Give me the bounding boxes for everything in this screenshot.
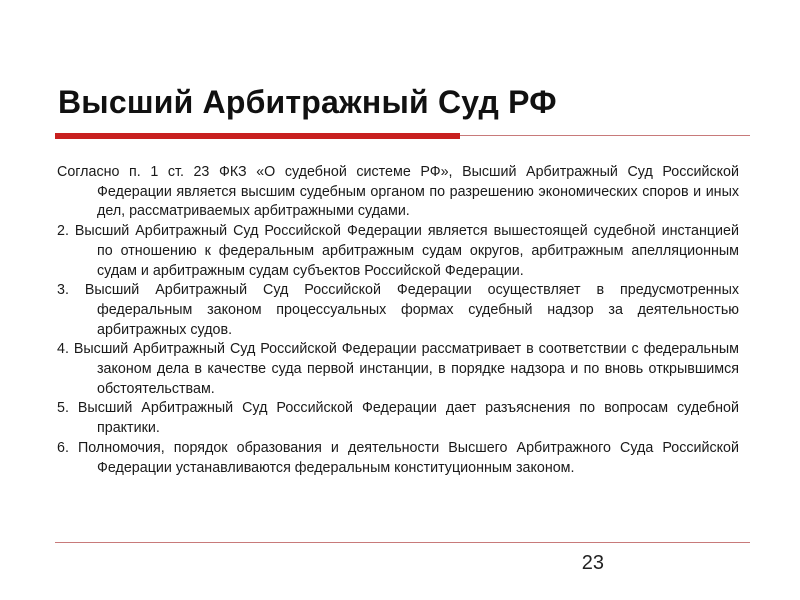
- slide-title: Высший Арбитражный Суд РФ: [58, 84, 557, 120]
- page-number: 23: [581, 552, 604, 574]
- paragraph-3: 3. Высший Арбитражный Суд Российской Федерации осуществляет в предусмотренных федеральным законом процессуальных формах судебный надзор за деятельностью арбитражных судов.: [57, 282, 739, 338]
- paragraph-2: 2. Высший Арбитражный Суд Российской Федерации является вышестоящей судебной инстанцией по отношению к федеральным арбитражным судам округов, арбитражным апелляционным судам и арбитражным судам субъектов Российской Федерации.: [57, 223, 739, 279]
- paragraph-6: 6. Полномочия, порядок образования и деятельности Высшего Арбитражного Суда Российской Федерации устанавливаются федеральным конституционным законом.: [57, 439, 739, 476]
- paragraph-5: 5. Высший Арбитражный Суд Российской Федерации дает разъяснения по вопросам судебной практики.: [57, 400, 739, 437]
- title-underline-accent: [55, 133, 460, 139]
- slide-body: [57, 163, 739, 478]
- paragraph-4: 4. Высший Арбитражный Суд Российской Федерации рассматривает в соответствии с федеральным законом дела в качестве суда первой инстанции, в порядке надзора и по вновь открывшимся обстоятельствам.: [57, 341, 739, 397]
- title-underline-thin: [460, 135, 750, 136]
- paragraph-1: Согласно п. 1 ст. 23 ФКЗ «О судебной системе РФ», Высший Арбитражный Суд Российской Федерации является высшим судебным органом по разрешению экономических споров и иных дел, рассматриваемых арбитражными судами.: [57, 164, 739, 220]
- footer-divider: [55, 542, 750, 543]
